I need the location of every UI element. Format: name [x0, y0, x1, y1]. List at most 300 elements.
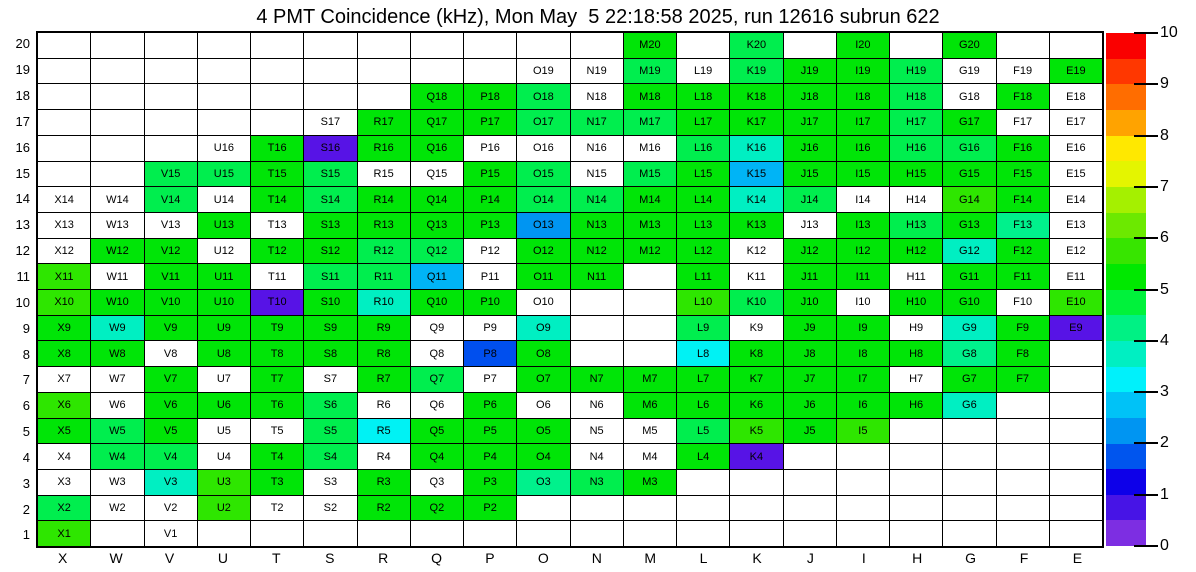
grid-cell-empty [997, 496, 1049, 521]
grid-cell: M3 [624, 470, 676, 495]
x-axis-tick-label: I [861, 550, 866, 566]
grid-cell: S16 [304, 136, 356, 161]
colorbar-tick [1134, 135, 1158, 137]
grid-cell: R16 [358, 136, 410, 161]
colorbar-tick-label: 6 [1160, 229, 1169, 247]
grid-cell: O5 [517, 419, 569, 444]
x-axis-tick-label: O [537, 550, 549, 566]
grid-cell: H16 [890, 136, 942, 161]
grid-cell: T2 [251, 496, 303, 521]
x-axis-tick-label: L [699, 550, 708, 566]
grid-cell: W13 [91, 213, 143, 238]
grid-cell: I17 [837, 110, 889, 135]
colorbar-tick [1134, 340, 1158, 342]
grid-cell: G7 [943, 367, 995, 392]
grid-cell: V2 [145, 496, 197, 521]
grid-cell-empty [730, 521, 782, 546]
grid-cell: U2 [198, 496, 250, 521]
chart-title: 4 PMT Coincidence (kHz), Mon May 5 22:18:58 2025, run 12616 subrun 622 [256, 6, 940, 28]
grid-cell-empty [517, 33, 569, 58]
grid-cell: O15 [517, 162, 569, 187]
grid-cell: T15 [251, 162, 303, 187]
grid-cell: W10 [91, 290, 143, 315]
grid-cell: F12 [997, 239, 1049, 264]
grid-cell-empty [145, 136, 197, 161]
grid-cell-empty [304, 59, 356, 84]
grid-cell: M13 [624, 213, 676, 238]
grid-cell: X11 [38, 264, 90, 289]
grid-cell: Q10 [411, 290, 463, 315]
grid-cell: S4 [304, 444, 356, 469]
grid-cell: U12 [198, 239, 250, 264]
y-axis-tick-label: 13 [15, 217, 30, 233]
grid-cell: G16 [943, 136, 995, 161]
grid-cell: I11 [837, 264, 889, 289]
grid-cell: F15 [997, 162, 1049, 187]
grid-cell: S14 [304, 187, 356, 212]
grid-cell-empty [198, 521, 250, 546]
grid-cell: I16 [837, 136, 889, 161]
grid-cell-empty [730, 496, 782, 521]
grid-cell-empty [571, 496, 623, 521]
grid-cell-empty [890, 419, 942, 444]
grid-cell: U9 [198, 316, 250, 341]
x-axis-tick-label: W [109, 550, 123, 566]
x-axis-tick-label: U [217, 550, 228, 566]
grid-cell: N11 [571, 264, 623, 289]
colorbar-band [1106, 187, 1146, 213]
y-axis-tick-label: 7 [22, 372, 30, 388]
y-axis-tick-label: 1 [22, 527, 30, 543]
grid-cell: M5 [624, 419, 676, 444]
grid-cell: W2 [91, 496, 143, 521]
grid-cell: S15 [304, 162, 356, 187]
grid-cell: U16 [198, 136, 250, 161]
grid-cell: J16 [784, 136, 836, 161]
grid-cell: H10 [890, 290, 942, 315]
grid-cell-empty [943, 470, 995, 495]
grid-cell: E11 [1050, 264, 1102, 289]
grid-cell: J6 [784, 393, 836, 418]
grid-cell-empty [517, 496, 569, 521]
grid-cell: X8 [38, 341, 90, 366]
grid-cell: R3 [358, 470, 410, 495]
grid-cell-empty [624, 521, 676, 546]
grid-cell-empty [91, 59, 143, 84]
grid-cell: J9 [784, 316, 836, 341]
grid-cell: O7 [517, 367, 569, 392]
grid-cell: W5 [91, 419, 143, 444]
grid-cell: R8 [358, 341, 410, 366]
grid-cell: K8 [730, 341, 782, 366]
grid-cell-empty [997, 393, 1049, 418]
grid-cell-empty [358, 59, 410, 84]
grid-cell: H7 [890, 367, 942, 392]
grid-cell: P17 [464, 110, 516, 135]
x-axis-tick-label: J [806, 550, 814, 566]
grid-cell: K6 [730, 393, 782, 418]
y-axis-tick-label: 8 [22, 346, 30, 362]
grid-cell-empty [784, 470, 836, 495]
grid-cell: H15 [890, 162, 942, 187]
grid-cell-empty [91, 110, 143, 135]
grid-cell-empty [304, 521, 356, 546]
grid-cell: X13 [38, 213, 90, 238]
grid-cell: L7 [677, 367, 729, 392]
grid-cell: P11 [464, 264, 516, 289]
grid-cell: P9 [464, 316, 516, 341]
grid-cell-empty [997, 470, 1049, 495]
grid-cell-empty [145, 110, 197, 135]
grid-cell: I19 [837, 59, 889, 84]
x-axis-tick-label: E [1072, 550, 1083, 566]
grid-cell: W6 [91, 393, 143, 418]
grid-cell: Q13 [411, 213, 463, 238]
grid-cell: R5 [358, 419, 410, 444]
colorbar-band [1106, 341, 1146, 367]
grid-cell: P12 [464, 239, 516, 264]
y-axis-tick-label: 15 [15, 165, 30, 181]
grid-cell-empty [91, 136, 143, 161]
grid-cell: I12 [837, 239, 889, 264]
grid-cell-empty [1050, 341, 1102, 366]
colorbar-tick [1134, 237, 1158, 239]
grid-cell: L15 [677, 162, 729, 187]
grid-cell: F8 [997, 341, 1049, 366]
grid-cell: G15 [943, 162, 995, 187]
grid-cell: W8 [91, 341, 143, 366]
grid-cell: N4 [571, 444, 623, 469]
grid-cell: G11 [943, 264, 995, 289]
grid-cell: K4 [730, 444, 782, 469]
grid-cell: W7 [91, 367, 143, 392]
grid-cell: E12 [1050, 239, 1102, 264]
grid-cell: H19 [890, 59, 942, 84]
grid-cell: V1 [145, 521, 197, 546]
grid-cell: F10 [997, 290, 1049, 315]
grid-cell: V11 [145, 264, 197, 289]
grid-cell: E16 [1050, 136, 1102, 161]
grid-cell-empty [943, 444, 995, 469]
grid-cell: G12 [943, 239, 995, 264]
grid-cell: U7 [198, 367, 250, 392]
grid-cell: Q16 [411, 136, 463, 161]
grid-cell: R6 [358, 393, 410, 418]
grid-cell: R7 [358, 367, 410, 392]
grid-cell: N12 [571, 239, 623, 264]
grid-cell: U15 [198, 162, 250, 187]
grid-cell: P4 [464, 444, 516, 469]
grid-cell-empty [1050, 444, 1102, 469]
grid-cell: X12 [38, 239, 90, 264]
grid-cell-empty [943, 521, 995, 546]
grid-cell-empty [1050, 470, 1102, 495]
grid-cell: W3 [91, 470, 143, 495]
grid-cell: Q17 [411, 110, 463, 135]
grid-cell-empty [251, 33, 303, 58]
grid-cell: G14 [943, 187, 995, 212]
x-axis-tick-label: X [58, 550, 68, 566]
grid-cell-empty [784, 33, 836, 58]
grid-cell-empty [1050, 496, 1102, 521]
grid-cell-empty [304, 84, 356, 109]
grid-cell: W12 [91, 239, 143, 264]
grid-cell: J10 [784, 290, 836, 315]
grid-cell-empty [1050, 33, 1102, 58]
grid-cell: J14 [784, 187, 836, 212]
grid-cell: T5 [251, 419, 303, 444]
grid-cell: Q3 [411, 470, 463, 495]
grid-cell-empty [198, 84, 250, 109]
grid-cell: U8 [198, 341, 250, 366]
grid-cell: R11 [358, 264, 410, 289]
colorbar-tick [1134, 391, 1158, 393]
x-axis-tick-label: N [591, 550, 602, 566]
grid-cell: O10 [517, 290, 569, 315]
grid-cell: T4 [251, 444, 303, 469]
grid-cell: V8 [145, 341, 197, 366]
colorbar-tick-label: 1 [1160, 485, 1169, 503]
colorbar-tick-label: 8 [1160, 126, 1169, 144]
grid-cell-empty [624, 316, 676, 341]
grid-cell-empty [837, 521, 889, 546]
grid-cell: N5 [571, 419, 623, 444]
grid-cell-empty [358, 521, 410, 546]
grid-cell: L19 [677, 59, 729, 84]
colorbar-tick [1134, 186, 1158, 188]
x-axis-tick-label: H [912, 550, 923, 566]
grid-cell: P5 [464, 419, 516, 444]
y-axis-tick-label: 19 [15, 62, 30, 78]
grid-cell: S10 [304, 290, 356, 315]
grid-cell: E13 [1050, 213, 1102, 238]
grid-cell-empty [677, 470, 729, 495]
grid-cell-empty [91, 162, 143, 187]
grid-cell: J11 [784, 264, 836, 289]
grid-cell: R15 [358, 162, 410, 187]
grid-cell: Q6 [411, 393, 463, 418]
grid-cell-empty [38, 162, 90, 187]
grid-cell: P15 [464, 162, 516, 187]
grid-cell: S8 [304, 341, 356, 366]
grid-cell: L13 [677, 213, 729, 238]
grid-cell: O11 [517, 264, 569, 289]
grid-cell: V3 [145, 470, 197, 495]
y-axis-tick-label: 9 [22, 320, 30, 336]
grid-cell: E10 [1050, 290, 1102, 315]
grid-cell: U11 [198, 264, 250, 289]
grid-cell: S6 [304, 393, 356, 418]
grid-cell: Q5 [411, 419, 463, 444]
grid-cell: J5 [784, 419, 836, 444]
grid-cell: E17 [1050, 110, 1102, 135]
grid-cell: H9 [890, 316, 942, 341]
grid-cell-empty [730, 470, 782, 495]
grid-cell-empty [38, 33, 90, 58]
grid-cell: N17 [571, 110, 623, 135]
grid-cell: H12 [890, 239, 942, 264]
grid-cell: S7 [304, 367, 356, 392]
grid-cell: O13 [517, 213, 569, 238]
grid-cell: H18 [890, 84, 942, 109]
grid-cell: L8 [677, 341, 729, 366]
grid-cell: S9 [304, 316, 356, 341]
grid-cell-empty [624, 264, 676, 289]
colorbar-band [1106, 264, 1146, 290]
colorbar-band [1106, 367, 1146, 393]
x-axis-tick-label: F [1019, 550, 1029, 566]
grid-cell: R9 [358, 316, 410, 341]
grid-cell: O19 [517, 59, 569, 84]
x-axis-tick-label: P [485, 550, 495, 566]
grid-cell-empty [890, 496, 942, 521]
grid-cell: N16 [571, 136, 623, 161]
colorbar-band [1106, 290, 1146, 316]
y-axis-tick-label: 10 [15, 294, 30, 310]
grid-cell: X3 [38, 470, 90, 495]
grid-cell: O9 [517, 316, 569, 341]
grid-cell: T9 [251, 316, 303, 341]
colorbar-band [1106, 392, 1146, 418]
grid-cell: E14 [1050, 187, 1102, 212]
grid-cell: P14 [464, 187, 516, 212]
grid-cell: Q7 [411, 367, 463, 392]
grid-cell: U5 [198, 419, 250, 444]
grid-cell: G13 [943, 213, 995, 238]
colorbar-band [1106, 469, 1146, 495]
grid-cell: R4 [358, 444, 410, 469]
grid-cell: X14 [38, 187, 90, 212]
grid-cell-empty [251, 59, 303, 84]
grid-cell-empty [358, 84, 410, 109]
grid-cell: L17 [677, 110, 729, 135]
grid-cell-empty [571, 341, 623, 366]
grid-cell: K16 [730, 136, 782, 161]
colorbar-band [1106, 59, 1146, 85]
grid-cell: X7 [38, 367, 90, 392]
grid-cell: M19 [624, 59, 676, 84]
y-axis-tick-label: 11 [16, 269, 30, 285]
grid-cell: W9 [91, 316, 143, 341]
grid-cell-empty [624, 341, 676, 366]
grid-cell: O8 [517, 341, 569, 366]
grid-cell: I13 [837, 213, 889, 238]
grid-cell: K5 [730, 419, 782, 444]
grid-cell: P6 [464, 393, 516, 418]
colorbar-tick [1134, 289, 1158, 291]
grid-cell: G9 [943, 316, 995, 341]
grid-cell-empty [890, 521, 942, 546]
grid-cell: I8 [837, 341, 889, 366]
grid-cell: J18 [784, 84, 836, 109]
grid-cell: T14 [251, 187, 303, 212]
grid-cell-empty [251, 521, 303, 546]
grid-cell: L12 [677, 239, 729, 264]
grid-cell: R10 [358, 290, 410, 315]
grid-cell: K17 [730, 110, 782, 135]
grid-cell: O12 [517, 239, 569, 264]
grid-cell: Q15 [411, 162, 463, 187]
grid-cell: G10 [943, 290, 995, 315]
grid-cell-empty [38, 136, 90, 161]
grid-cell: R14 [358, 187, 410, 212]
grid-cell: I9 [837, 316, 889, 341]
grid-cell: L11 [677, 264, 729, 289]
grid-cell: U10 [198, 290, 250, 315]
grid-cell: J8 [784, 341, 836, 366]
y-axis-tick-label: 20 [15, 36, 30, 52]
grid-cell: Q4 [411, 444, 463, 469]
grid-cell: K11 [730, 264, 782, 289]
grid-cell: M7 [624, 367, 676, 392]
grid-cell: F14 [997, 187, 1049, 212]
grid-cell-empty [411, 521, 463, 546]
colorbar-tick-label: 2 [1160, 434, 1169, 452]
grid-cell: J15 [784, 162, 836, 187]
grid-cell: T3 [251, 470, 303, 495]
grid-cell: E9 [1050, 316, 1102, 341]
grid-cell: N18 [571, 84, 623, 109]
grid-cell: T16 [251, 136, 303, 161]
grid-cell: F19 [997, 59, 1049, 84]
grid-cell: Q8 [411, 341, 463, 366]
colorbar-band [1106, 33, 1146, 59]
grid-cell-empty [943, 496, 995, 521]
grid-cell: J19 [784, 59, 836, 84]
grid-cell: T10 [251, 290, 303, 315]
grid-cell: J17 [784, 110, 836, 135]
grid-cell: P3 [464, 470, 516, 495]
grid-cell: F17 [997, 110, 1049, 135]
grid-cell-empty [198, 33, 250, 58]
x-axis-tick-label: K [752, 550, 762, 566]
grid-cell: V12 [145, 239, 197, 264]
y-axis-tick-label: 2 [22, 501, 30, 517]
grid-cell-empty [1050, 521, 1102, 546]
grid-cell: G17 [943, 110, 995, 135]
grid-cell: F13 [997, 213, 1049, 238]
grid-cell-empty [571, 33, 623, 58]
grid-cell-empty [145, 59, 197, 84]
grid-cell: L5 [677, 419, 729, 444]
grid-cell-empty [464, 33, 516, 58]
grid-cell: T6 [251, 393, 303, 418]
grid-cell-empty [91, 521, 143, 546]
grid-cell: S12 [304, 239, 356, 264]
y-axis-row-labels [0, 31, 32, 548]
x-axis-tick-label: Q [431, 550, 442, 566]
grid-cell: I18 [837, 84, 889, 109]
grid-cell: I20 [837, 33, 889, 58]
colorbar-band [1106, 418, 1146, 444]
grid-cell: M17 [624, 110, 676, 135]
grid-cell-empty [997, 33, 1049, 58]
grid-cell: S2 [304, 496, 356, 521]
grid-cell-empty [145, 33, 197, 58]
y-axis-tick-label: 18 [15, 88, 30, 104]
grid-cell: T11 [251, 264, 303, 289]
grid-cell: H8 [890, 341, 942, 366]
y-axis-tick-label: 4 [22, 449, 30, 465]
grid-cell: E18 [1050, 84, 1102, 109]
colorbar-tick-label: 3 [1160, 383, 1169, 401]
grid-cell-empty [517, 521, 569, 546]
grid-cell: X9 [38, 316, 90, 341]
colorbar-band [1106, 84, 1146, 110]
grid-cell: L14 [677, 187, 729, 212]
colorbar-band [1106, 495, 1146, 521]
y-axis-tick-label: 14 [15, 191, 30, 207]
